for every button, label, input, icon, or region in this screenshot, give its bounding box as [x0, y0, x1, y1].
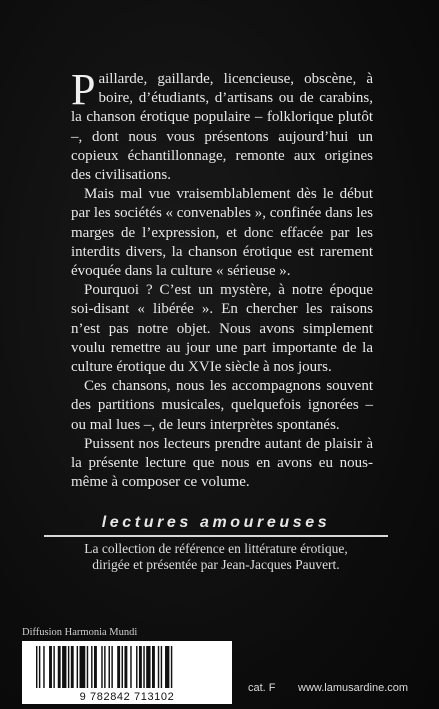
barcode-icon [34, 646, 220, 690]
series-block [44, 514, 388, 573]
blurb-paragraph-2: Mais mal vue vraisemblablement dès le début par les sociétés « convenables », confinée dans les marges de l’expression, et donc effacée par les interdits divers, la chanson érotique est rarement évoquée dans la culture « sérieuse ». [71, 186, 373, 280]
website-link[interactable]: www.lamusardine.com [298, 682, 409, 694]
series-description-line-1: La collection de référence en littérature érotique, [84, 541, 348, 556]
series-title: lectures amoureuses [101, 514, 331, 531]
barcode-number: 9 782842 713102 [79, 691, 175, 703]
series-description [44, 541, 388, 573]
series-divider [44, 535, 388, 537]
blurb-text [71, 65, 373, 492]
blurb-paragraph-4: Ces chansons, nous les accompagnons souvent des partitions musicales, quelquefois ignorées – ou mal lues –, de leurs interprètes spontanés. [71, 378, 373, 433]
series-description-line-2: dirigée et présentée par Jean-Jacques Pauvert. [92, 557, 340, 572]
barcode-box [22, 641, 232, 704]
blurb-paragraph-5: Puissent nos lecteurs prendre autant de plaisir à la présente lecture que nous en avons eu nous-même à composer ce volume. [71, 435, 373, 491]
blurb-paragraph-1: Paillarde, gaillarde, licencieuse, obscène, à boire, d’étudiants, d’artisans ou de carabins, la chanson érotique populaire – folklorique plutôt –, dont nous vous présentons aujourd’hui un copieux échantillonnage, remonte aux origines des civilisations. [71, 65, 373, 184]
distributor-label: Diffusion Harmonia Mundi [22, 627, 138, 638]
category-label: cat. F [248, 682, 276, 694]
blurb-paragraph-3: Pourquoi ? C’est un mystère, à notre époque soi-disant « libérée ». En chercher les raisons n’est pas notre objet. Nous avons simplement voulu remettre au jour une part importante de la culture érotique du XVIe siècle à nos jours. [71, 282, 373, 376]
